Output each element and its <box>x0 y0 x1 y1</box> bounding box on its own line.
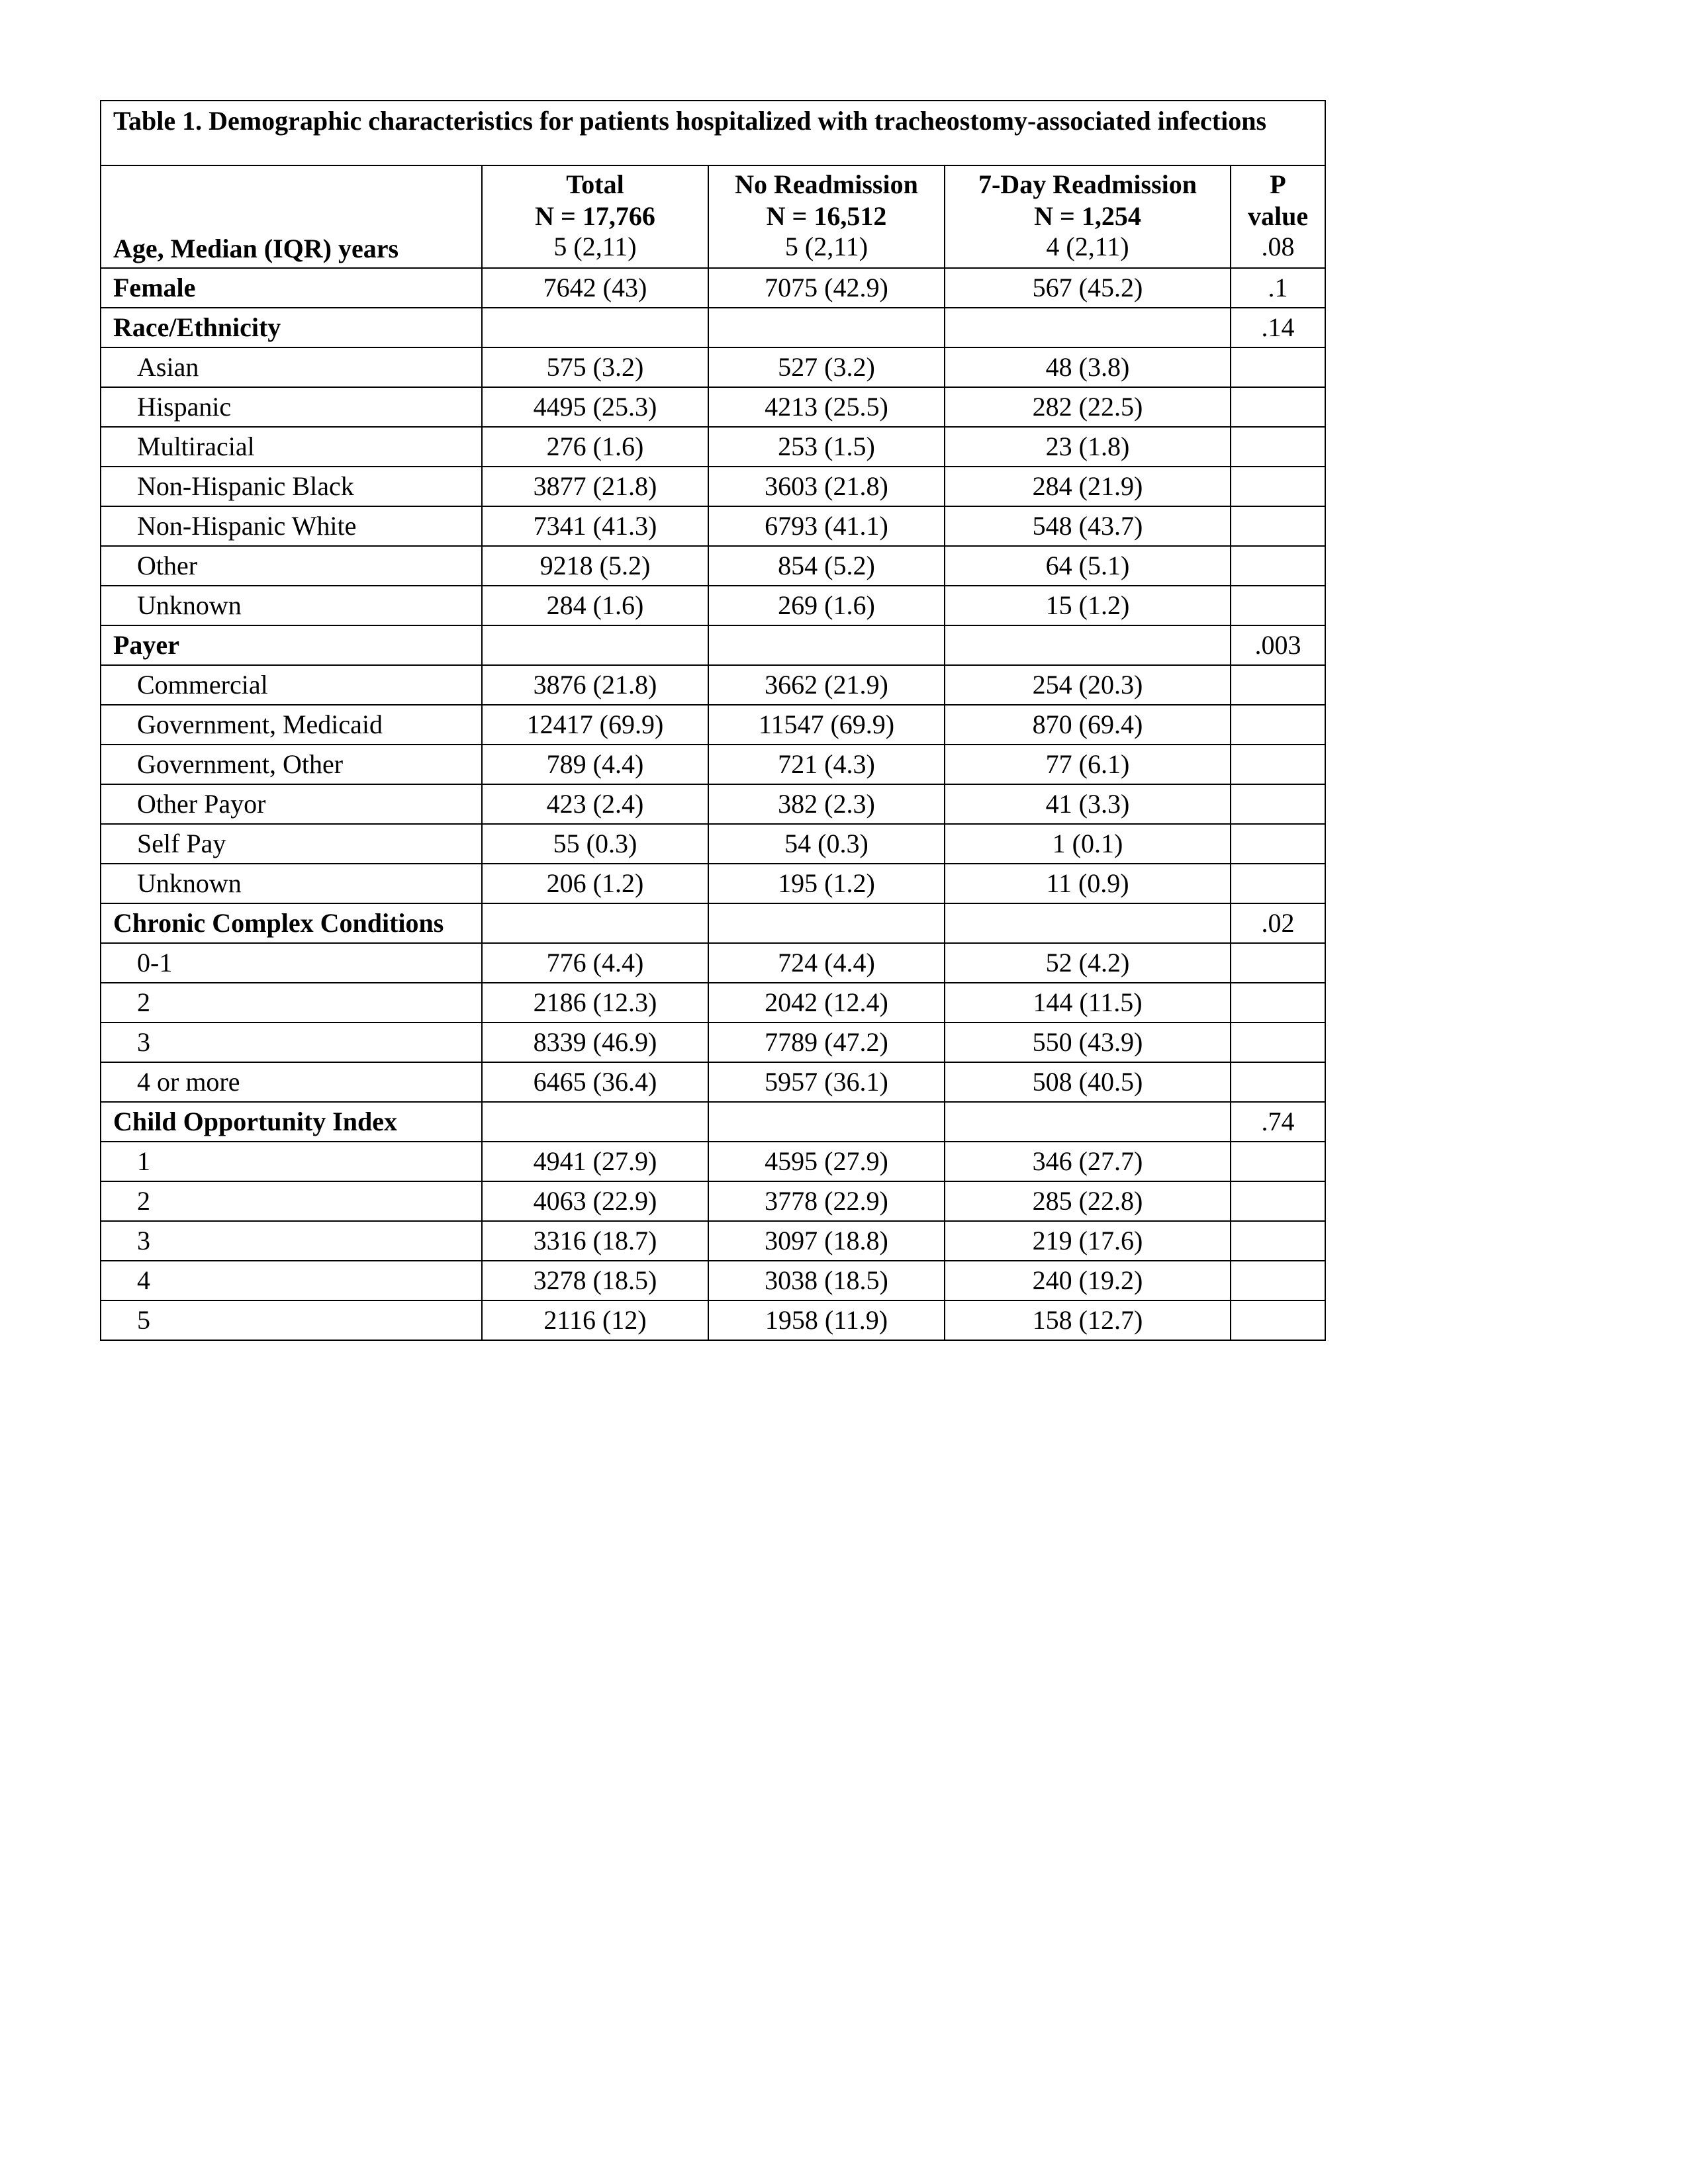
cell-p-value <box>1231 665 1325 705</box>
cell-no-readmission: 253 (1.5) <box>708 427 945 467</box>
cell-total: 2186 (12.3) <box>482 983 708 1023</box>
table-row <box>101 705 1325 745</box>
header-total <box>482 165 708 234</box>
row-label: 2 <box>101 1181 482 1221</box>
row-label: 3 <box>101 1221 482 1261</box>
cell-no-readmission: 4595 (27.9) <box>708 1142 945 1181</box>
header-7-day-readmission-title: 7-Day Readmission <box>978 169 1197 199</box>
cell-p-value <box>1231 1142 1325 1181</box>
cell-no-readmission: 1958 (11.9) <box>708 1300 945 1340</box>
row-label: Government, Medicaid <box>101 705 482 745</box>
table-row <box>101 387 1325 427</box>
table-row <box>101 824 1325 864</box>
cell-7-day-readmission <box>945 308 1231 347</box>
cell-total: 4941 (27.9) <box>482 1142 708 1181</box>
cell-total: 4063 (22.9) <box>482 1181 708 1221</box>
table-row <box>101 943 1325 983</box>
cell-total: 284 (1.6) <box>482 586 708 625</box>
cell-no-readmission: 724 (4.4) <box>708 943 945 983</box>
header-total-n: N = 17,766 <box>535 201 655 231</box>
table-title: Table 1. Demographic characteristics for patients hospitalized with tracheostomy-associated infections <box>101 101 1325 165</box>
cell-7-day-readmission: 64 (5.1) <box>945 546 1231 586</box>
cell-p-value <box>1231 387 1325 427</box>
age-total: 5 (2,11) <box>482 234 708 268</box>
row-label: Race/Ethnicity <box>101 308 482 347</box>
age-7-day-readmission: 4 (2,11) <box>945 234 1231 268</box>
table-row <box>101 467 1325 506</box>
cell-7-day-readmission <box>945 625 1231 665</box>
cell-total <box>482 1102 708 1142</box>
table-row <box>101 1062 1325 1102</box>
header-row <box>101 165 1325 234</box>
cell-p-value <box>1231 1261 1325 1300</box>
header-p-value <box>1231 165 1325 234</box>
cell-p-value <box>1231 506 1325 546</box>
cell-p-value <box>1231 1062 1325 1102</box>
cell-no-readmission: 2042 (12.4) <box>708 983 945 1023</box>
table-row <box>101 1142 1325 1181</box>
cell-7-day-readmission: 15 (1.2) <box>945 586 1231 625</box>
row-label: Government, Other <box>101 745 482 784</box>
cell-p-value <box>1231 983 1325 1023</box>
cell-no-readmission: 3038 (18.5) <box>708 1261 945 1300</box>
section-row <box>101 903 1325 943</box>
cell-p-value: .14 <box>1231 308 1325 347</box>
cell-p-value: .1 <box>1231 268 1325 308</box>
cell-no-readmission: 7075 (42.9) <box>708 268 945 308</box>
cell-total: 789 (4.4) <box>482 745 708 784</box>
cell-7-day-readmission: 567 (45.2) <box>945 268 1231 308</box>
cell-no-readmission: 854 (5.2) <box>708 546 945 586</box>
demographics-table <box>100 100 1326 1341</box>
table-row <box>101 1023 1325 1062</box>
table-row <box>101 1300 1325 1340</box>
cell-p-value <box>1231 546 1325 586</box>
cell-p-value <box>1231 347 1325 387</box>
cell-7-day-readmission: 158 (12.7) <box>945 1300 1231 1340</box>
section-row <box>101 625 1325 665</box>
cell-total <box>482 308 708 347</box>
header-no-readmission-n: N = 16,512 <box>766 201 887 231</box>
row-label: Unknown <box>101 586 482 625</box>
cell-no-readmission: 7789 (47.2) <box>708 1023 945 1062</box>
cell-total: 776 (4.4) <box>482 943 708 983</box>
cell-no-readmission: 3097 (18.8) <box>708 1221 945 1261</box>
cell-total: 55 (0.3) <box>482 824 708 864</box>
cell-total: 575 (3.2) <box>482 347 708 387</box>
cell-7-day-readmission: 284 (21.9) <box>945 467 1231 506</box>
cell-7-day-readmission: 508 (40.5) <box>945 1062 1231 1102</box>
cell-no-readmission: 527 (3.2) <box>708 347 945 387</box>
row-label: Non-Hispanic White <box>101 506 482 546</box>
table-row <box>101 506 1325 546</box>
cell-p-value <box>1231 864 1325 903</box>
cell-p-value <box>1231 1221 1325 1261</box>
cell-no-readmission: 3662 (21.9) <box>708 665 945 705</box>
cell-7-day-readmission: 11 (0.9) <box>945 864 1231 903</box>
cell-no-readmission: 54 (0.3) <box>708 824 945 864</box>
cell-no-readmission: 4213 (25.5) <box>708 387 945 427</box>
cell-no-readmission: 382 (2.3) <box>708 784 945 824</box>
table-row <box>101 745 1325 784</box>
cell-no-readmission <box>708 903 945 943</box>
cell-p-value <box>1231 943 1325 983</box>
row-label: 0-1 <box>101 943 482 983</box>
cell-p-value <box>1231 1300 1325 1340</box>
age-p-value: .08 <box>1231 234 1325 268</box>
cell-7-day-readmission: 77 (6.1) <box>945 745 1231 784</box>
cell-no-readmission <box>708 625 945 665</box>
cell-p-value <box>1231 745 1325 784</box>
table-row <box>101 1181 1325 1221</box>
table-row <box>101 347 1325 387</box>
cell-no-readmission: 3603 (21.8) <box>708 467 945 506</box>
cell-total: 9218 (5.2) <box>482 546 708 586</box>
cell-total: 3278 (18.5) <box>482 1261 708 1300</box>
cell-total: 6465 (36.4) <box>482 1062 708 1102</box>
row-label: 2 <box>101 983 482 1023</box>
cell-no-readmission: 721 (4.3) <box>708 745 945 784</box>
table-row <box>101 546 1325 586</box>
row-label: Multiracial <box>101 427 482 467</box>
header-7-day-readmission <box>945 165 1231 234</box>
cell-total: 423 (2.4) <box>482 784 708 824</box>
cell-7-day-readmission <box>945 1102 1231 1142</box>
row-label: 1 <box>101 1142 482 1181</box>
cell-p-value <box>1231 1023 1325 1062</box>
row-label: Commercial <box>101 665 482 705</box>
cell-7-day-readmission <box>945 903 1231 943</box>
cell-total: 3876 (21.8) <box>482 665 708 705</box>
cell-7-day-readmission: 52 (4.2) <box>945 943 1231 983</box>
cell-p-value <box>1231 586 1325 625</box>
cell-total: 2116 (12) <box>482 1300 708 1340</box>
cell-total: 7341 (41.3) <box>482 506 708 546</box>
cell-7-day-readmission: 23 (1.8) <box>945 427 1231 467</box>
title-row <box>101 101 1325 165</box>
cell-total: 12417 (69.9) <box>482 705 708 745</box>
cell-total: 3316 (18.7) <box>482 1221 708 1261</box>
cell-p-value <box>1231 1181 1325 1221</box>
cell-p-value <box>1231 705 1325 745</box>
cell-no-readmission: 269 (1.6) <box>708 586 945 625</box>
cell-7-day-readmission: 548 (43.7) <box>945 506 1231 546</box>
cell-7-day-readmission: 144 (11.5) <box>945 983 1231 1023</box>
cell-7-day-readmission: 285 (22.8) <box>945 1181 1231 1221</box>
row-label: Unknown <box>101 864 482 903</box>
row-label: Other <box>101 546 482 586</box>
section-row <box>101 268 1325 308</box>
cell-p-value <box>1231 784 1325 824</box>
table-row <box>101 864 1325 903</box>
section-row <box>101 308 1325 347</box>
row-label: Non-Hispanic Black <box>101 467 482 506</box>
row-label: Chronic Complex Conditions <box>101 903 482 943</box>
row-label: Payer <box>101 625 482 665</box>
cell-no-readmission: 6793 (41.1) <box>708 506 945 546</box>
header-7-day-readmission-n: N = 1,254 <box>1034 201 1141 231</box>
cell-total: 206 (1.2) <box>482 864 708 903</box>
row-label: Female <box>101 268 482 308</box>
table-row <box>101 784 1325 824</box>
header-row-label: Age, Median (IQR) years <box>101 165 482 268</box>
cell-total <box>482 903 708 943</box>
header-total-title: Total <box>566 169 624 199</box>
cell-p-value <box>1231 467 1325 506</box>
cell-no-readmission: 11547 (69.9) <box>708 705 945 745</box>
cell-no-readmission: 3778 (22.9) <box>708 1181 945 1221</box>
header-no-readmission <box>708 165 945 234</box>
cell-7-day-readmission: 240 (19.2) <box>945 1261 1231 1300</box>
cell-7-day-readmission: 1 (0.1) <box>945 824 1231 864</box>
table-row <box>101 665 1325 705</box>
row-label: Hispanic <box>101 387 482 427</box>
cell-no-readmission: 5957 (36.1) <box>708 1062 945 1102</box>
row-label: 3 <box>101 1023 482 1062</box>
cell-no-readmission: 195 (1.2) <box>708 864 945 903</box>
cell-no-readmission <box>708 1102 945 1142</box>
cell-p-value <box>1231 427 1325 467</box>
cell-total: 8339 (46.9) <box>482 1023 708 1062</box>
row-label: Child Opportunity Index <box>101 1102 482 1142</box>
cell-7-day-readmission: 550 (43.9) <box>945 1023 1231 1062</box>
table-row <box>101 427 1325 467</box>
cell-total: 3877 (21.8) <box>482 467 708 506</box>
table-row <box>101 983 1325 1023</box>
row-label: 5 <box>101 1300 482 1340</box>
header-no-readmission-title: No Readmission <box>735 169 918 199</box>
cell-7-day-readmission: 41 (3.3) <box>945 784 1231 824</box>
table-row <box>101 1221 1325 1261</box>
cell-7-day-readmission: 254 (20.3) <box>945 665 1231 705</box>
header-p-value-title: P <box>1270 169 1286 199</box>
cell-total: 276 (1.6) <box>482 427 708 467</box>
row-label: Self Pay <box>101 824 482 864</box>
table-row <box>101 586 1325 625</box>
cell-p-value <box>1231 824 1325 864</box>
cell-p-value: .74 <box>1231 1102 1325 1142</box>
age-no-readmission: 5 (2,11) <box>708 234 945 268</box>
row-label: Asian <box>101 347 482 387</box>
cell-total <box>482 625 708 665</box>
cell-7-day-readmission: 282 (22.5) <box>945 387 1231 427</box>
row-label: Other Payor <box>101 784 482 824</box>
cell-total: 4495 (25.3) <box>482 387 708 427</box>
cell-total: 7642 (43) <box>482 268 708 308</box>
row-label: 4 <box>101 1261 482 1300</box>
table-row <box>101 1261 1325 1300</box>
section-row <box>101 1102 1325 1142</box>
cell-p-value: .02 <box>1231 903 1325 943</box>
cell-7-day-readmission: 346 (27.7) <box>945 1142 1231 1181</box>
cell-7-day-readmission: 870 (69.4) <box>945 705 1231 745</box>
header-p-value-sub: value <box>1247 201 1309 231</box>
cell-p-value: .003 <box>1231 625 1325 665</box>
row-label: 4 or more <box>101 1062 482 1102</box>
cell-7-day-readmission: 219 (17.6) <box>945 1221 1231 1261</box>
cell-no-readmission <box>708 308 945 347</box>
cell-7-day-readmission: 48 (3.8) <box>945 347 1231 387</box>
